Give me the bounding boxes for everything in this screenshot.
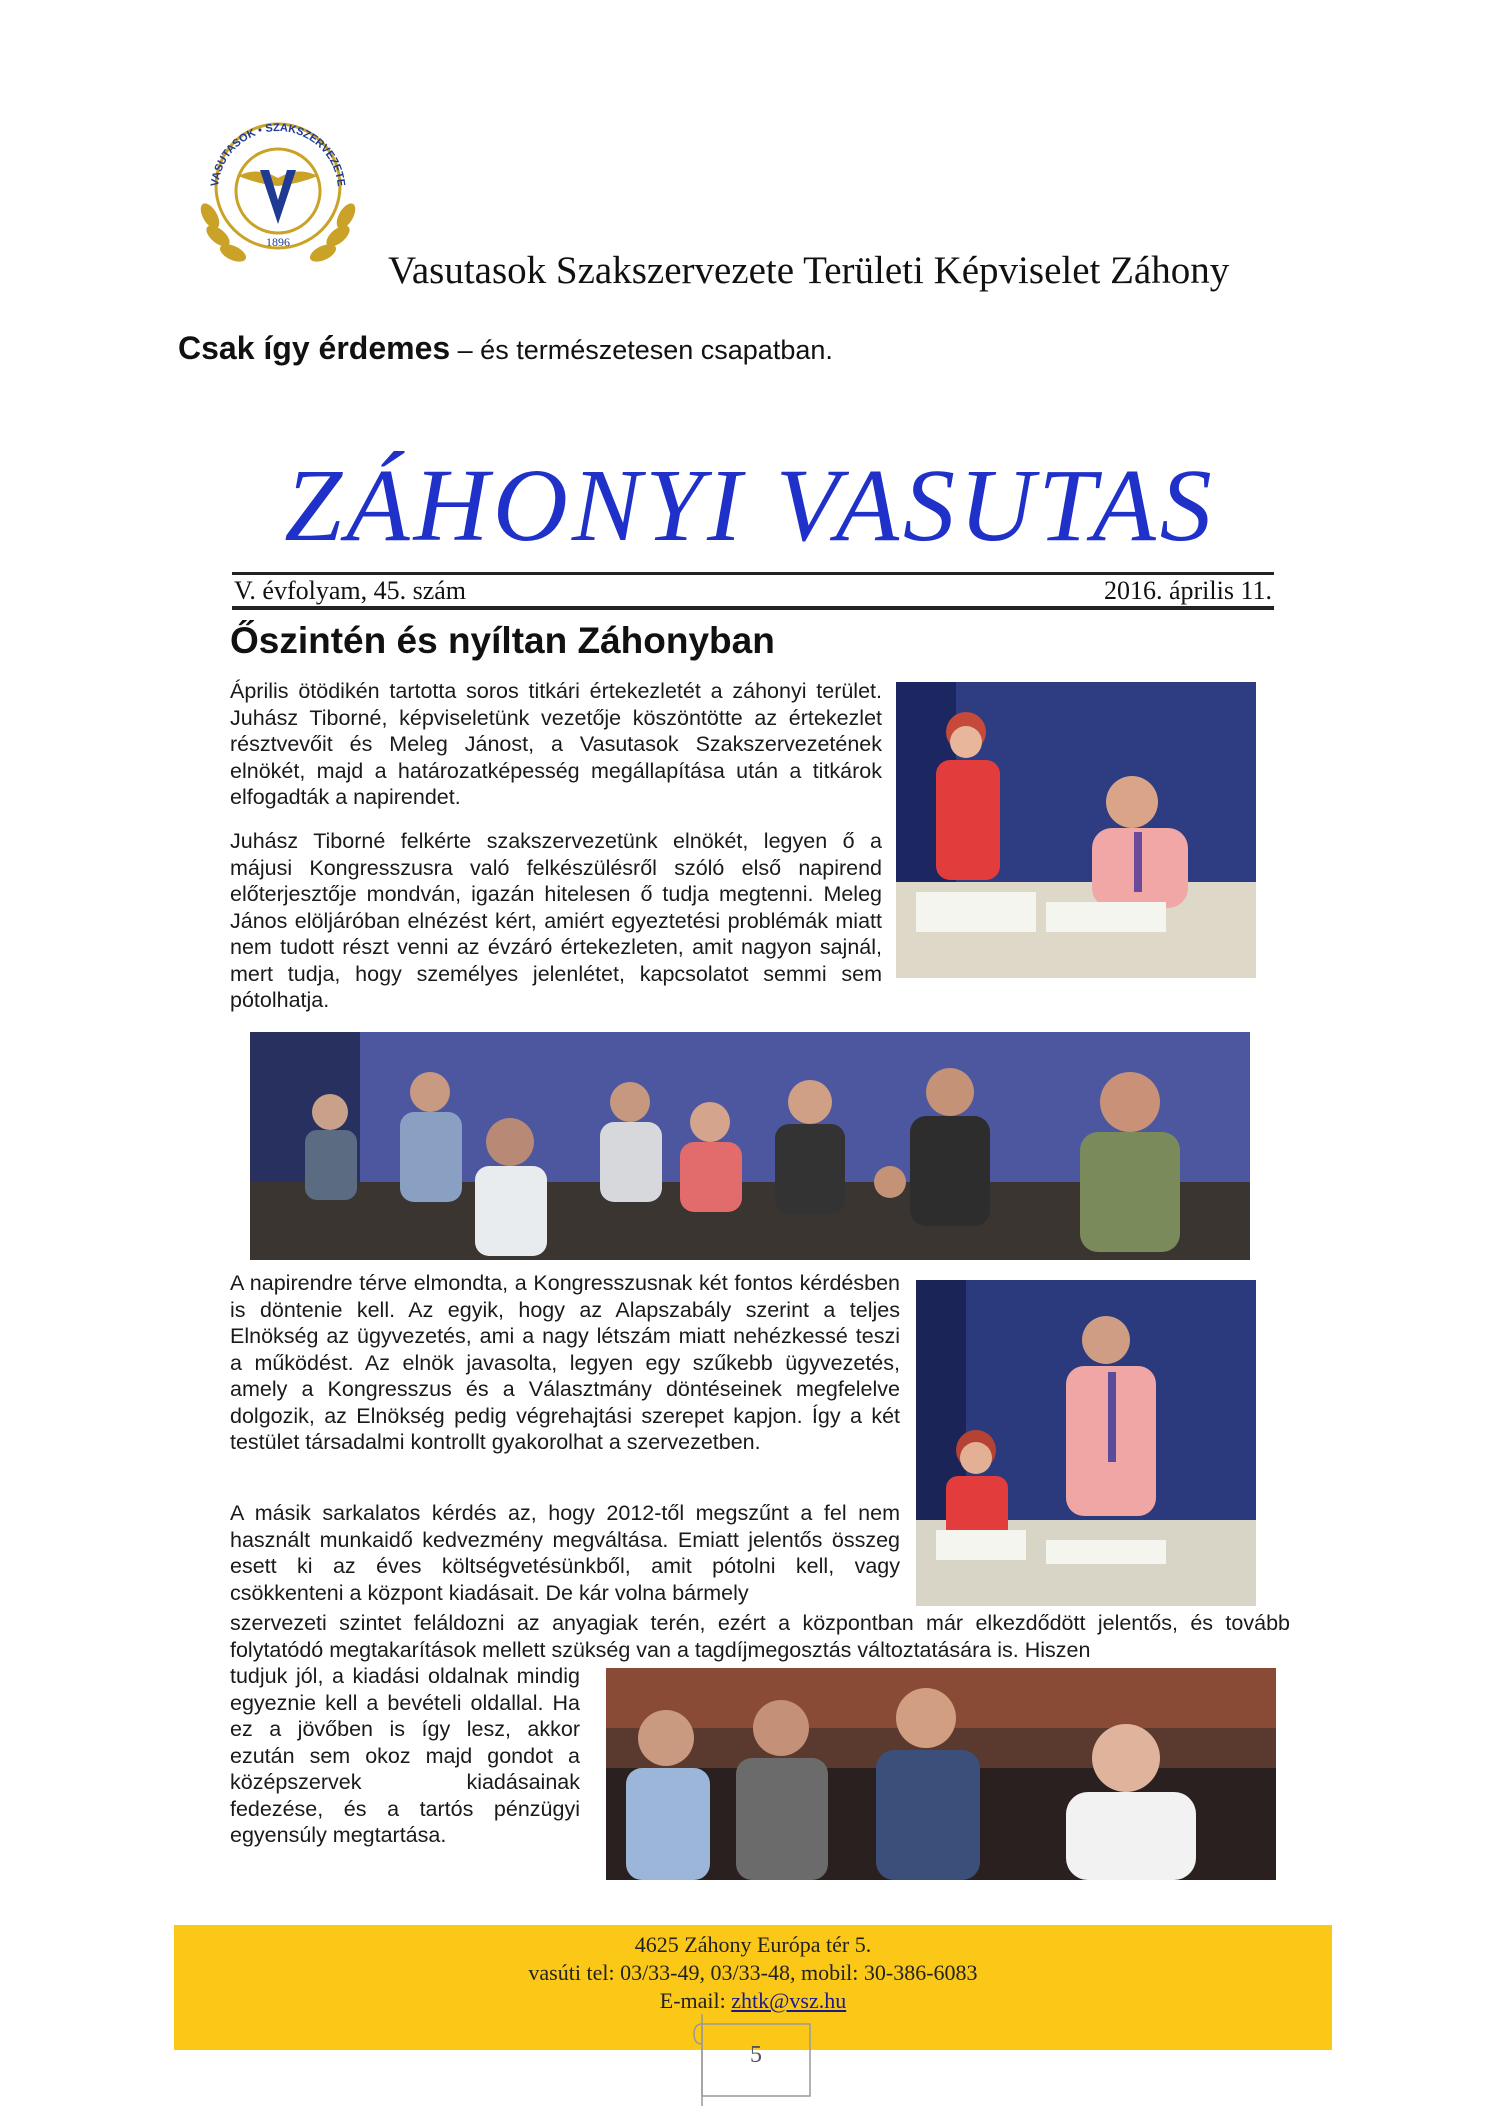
article-paragraph: Április ötödikén tartotta soros titkári értekezletét a záhonyi terület. Juhász Tiborné, képviseletünk vezetője köszöntötte az értekezlet résztvevőit és Meleg Jánost, a Vasutasok Szakszervezetének elnökét, majd a határozatképesség megállapítása után a titkárok elfogadták a napirendet.: [230, 679, 882, 809]
tagline-rest: – és természetesen csapatban.: [450, 335, 833, 365]
meeting-photo-4: [606, 1668, 1276, 1880]
newspaper-clipping: [220, 440, 1290, 1890]
article-paragraph: Juhász Tiborné felkérte szakszervezetünk elnökét, legyen ő a májusi Kongresszusra való felkészülésről szóló első napirend előterjesztője mondván, igazán hitelesen ő tudja megtenni. Meleg János elöljáróban elnézést kért, amiért egyeztetési problémák miatt nem tudott részt venni az évzáró értekezleten, amit nagyon sajnál, mert tudja, hogy személyes jelenlétet, kapcsolatot semmi sem pótolhatja.: [230, 829, 882, 1012]
footer-email-label: E-mail:: [659, 1988, 732, 2013]
masthead-rule-bottom: [232, 606, 1274, 610]
org-title: Vasutasok Szakszervezete Területi Képviselet Záhony: [388, 249, 1230, 292]
tagline-bold: Csak így érdemes: [178, 330, 451, 366]
footer-address: 4625 Záhony Európa tér 5.: [634, 1932, 872, 1957]
footer-phones: vasúti tel: 03/33-49, 03/33-48, mobil: 30-386-6083: [528, 1960, 978, 1985]
meeting-photo-2: [250, 1032, 1250, 1260]
svg-text:1896: 1896: [266, 235, 290, 249]
issue-date: 2016. április 11.: [1103, 576, 1272, 605]
photo-3-illustration: [916, 1280, 1256, 1606]
page-number: 5: [750, 2042, 762, 2068]
article-headline: Őszintén és nyíltan Záhonyban: [230, 620, 775, 661]
union-logo: [188, 96, 368, 276]
masthead: ZÁHONYI VASUTAS: [284, 448, 1216, 563]
meeting-photo-3: [916, 1280, 1256, 1606]
footer-email-link[interactable]: zhtk@vsz.hu: [731, 1988, 847, 2013]
tagline: [178, 330, 833, 367]
article-paragraph: A napirendre térve elmondta, a Kongresszusnak két fontos kérdésben is döntenie kell. Az egyik, hogy az Alapszabály szerint a teljes Elnökség az ügyvezetés, ami a nagy létszám miatt nehézkessé teszi a működést. Az elnök javasolta, legyen egy szűkebb ügyvezetés, amely a Kongresszus és a Választmány döntéseinek megfelelve dolgozik, az Elnökség pedig végrehajtási szerepet kapjon. Így a két testület társadalmi kontrollt gyakorolhat a szervezetben.: [230, 1271, 900, 1454]
article-paragraph: A másik sarkalatos kérdés az, hogy 2012-től megszűnt a fel nem használt munkaidő kedvezmény megváltása. Emiatt jelentős összeg esett ki az éves költségvetésünkből, amit pótolni kell, vagy csökkenteni a központ kiadásait. De kár volna bármely: [230, 1501, 900, 1605]
photo-4-illustration: [606, 1668, 1276, 1880]
issue-number: V. évfolyam, 45. szám: [234, 576, 467, 605]
article-paragraph: szervezeti szintet feláldozni az anyagiak terén, ezért a központban már elkezdődött jelentős, és tovább folytatódó megtakarítások mellett szükség van a tagdíjmegosztás változtatására is. Hiszen: [230, 1611, 1290, 1662]
meeting-photo-1: [896, 682, 1256, 978]
photo-1-illustration: [896, 682, 1256, 978]
masthead-rule-top: [232, 572, 1274, 575]
article-paragraph: tudjuk jól, a kiadási oldalnak mindig egyeznie kell a bevételi oldallal. Ha ez a jövőben is így lesz, akkor ezután sem okoz majd gondot a középszervek kiadásainak fedezése, és a tartós pénzügyi egyensúly megtartása.: [230, 1664, 580, 1847]
svg-text:VASUTASOK • SZAKSZERVEZETE: VASUTASOK • SZAKSZERVEZETE: [209, 121, 347, 188]
page-number-scroll: [692, 2010, 820, 2110]
photo-2-illustration: [250, 1032, 1250, 1260]
